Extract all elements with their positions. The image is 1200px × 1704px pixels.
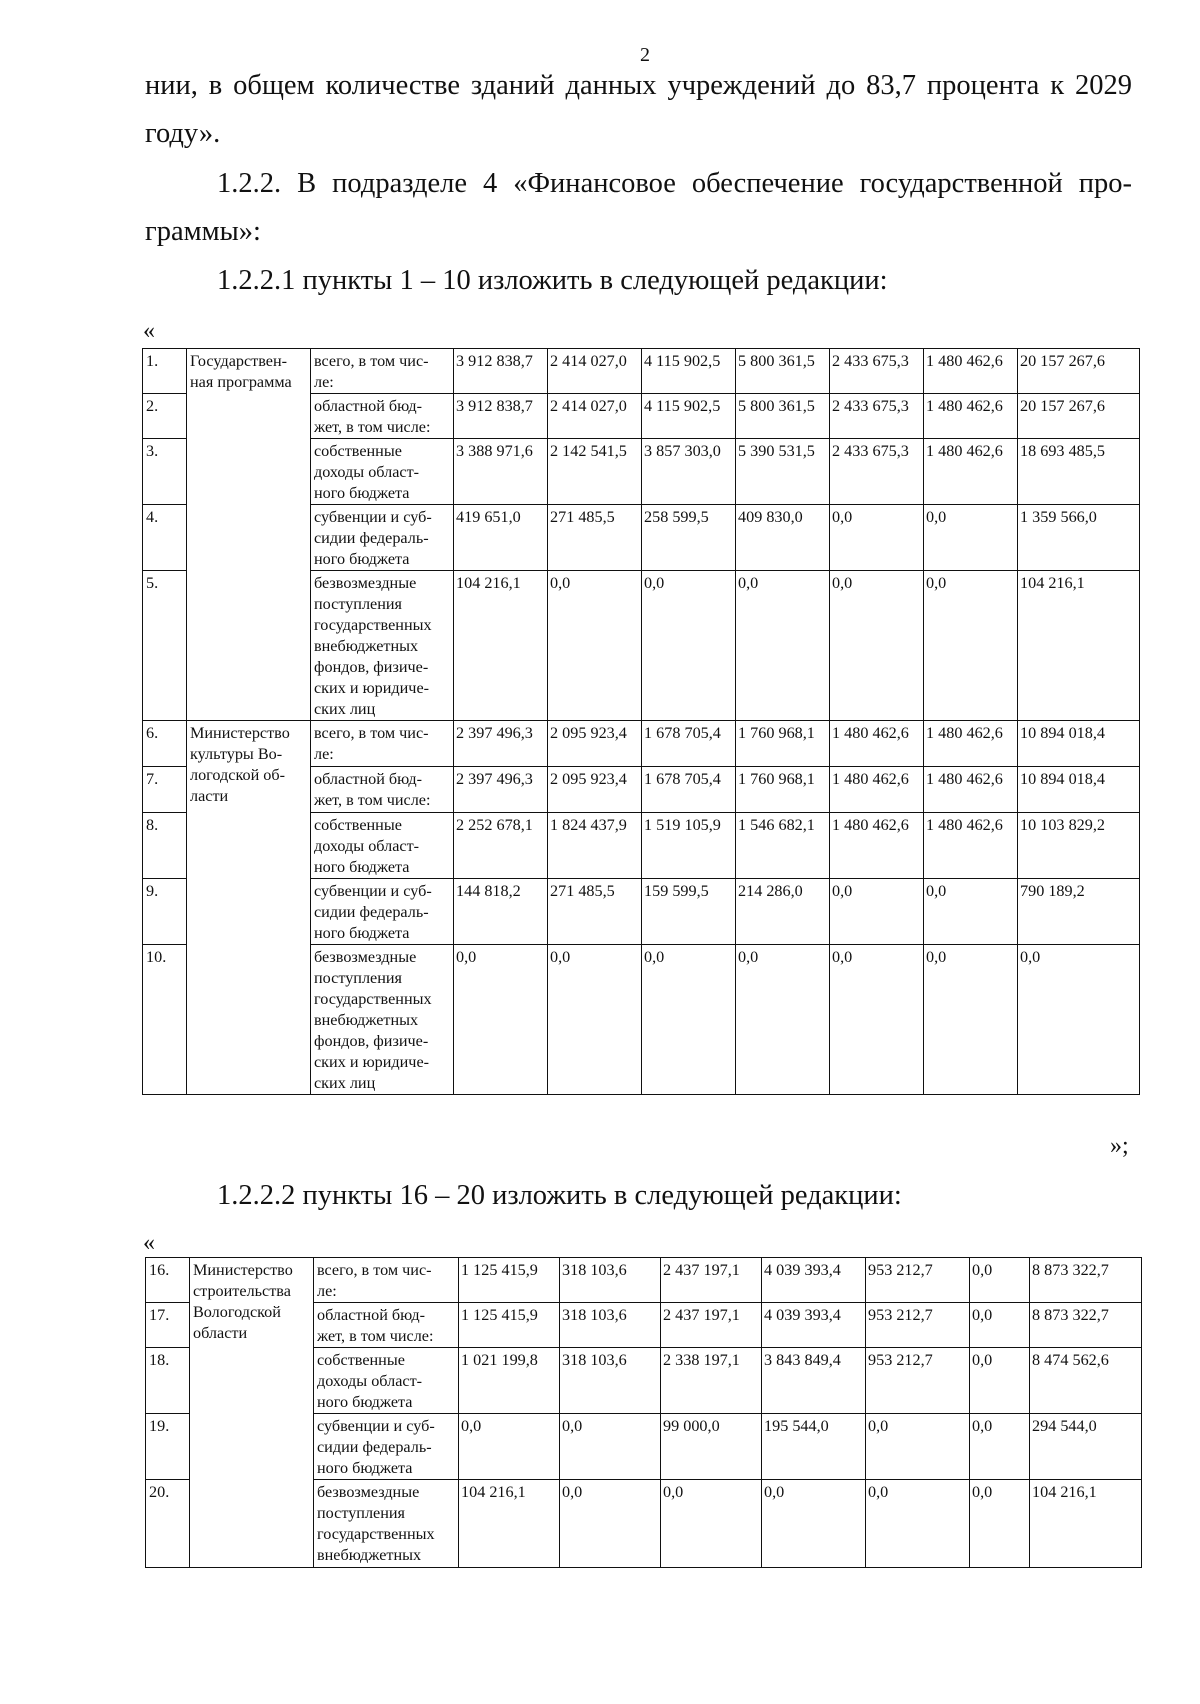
year-value: 2 252 678,1 bbox=[454, 813, 548, 879]
funding-category: субвенции и суб- сидии федераль- ного бюджета bbox=[311, 505, 454, 571]
year-value: 5 390 531,5 bbox=[736, 439, 830, 505]
year-value: 2 433 675,3 bbox=[830, 349, 924, 394]
year-value: 1 125 415,9 bbox=[459, 1258, 560, 1303]
total-value: 10 894 018,4 bbox=[1018, 767, 1140, 813]
year-value: 2 437 197,1 bbox=[661, 1303, 762, 1348]
year-value: 0,0 bbox=[762, 1480, 866, 1568]
total-value: 0,0 bbox=[1018, 945, 1140, 1095]
year-value: 1 125 415,9 bbox=[459, 1303, 560, 1348]
year-value: 1 480 462,6 bbox=[830, 767, 924, 813]
year-value: 0,0 bbox=[924, 945, 1018, 1095]
year-value: 4 115 902,5 bbox=[642, 394, 736, 439]
year-value: 1 546 682,1 bbox=[736, 813, 830, 879]
year-value: 1 480 462,6 bbox=[924, 349, 1018, 394]
year-value: 2 142 541,5 bbox=[548, 439, 642, 505]
program-name: Государствен- ная программа bbox=[187, 349, 311, 721]
year-value: 159 599,5 bbox=[642, 879, 736, 945]
row-number: 8. bbox=[143, 813, 187, 879]
funding-category: безвозмездные поступления государственных внебюджетных bbox=[314, 1480, 459, 1568]
funding-category: безвозмездные поступления государственных внебюджетных фондов, физиче- ских и юридиче- ских лиц bbox=[311, 945, 454, 1095]
year-value: 99 000,0 bbox=[661, 1414, 762, 1480]
paragraph-line: 1.2.2. В подразделе 4 «Финансовое обеспечение государственной про- bbox=[217, 168, 1132, 199]
year-value: 0,0 bbox=[454, 945, 548, 1095]
year-value: 2 433 675,3 bbox=[830, 439, 924, 505]
total-value: 18 693 485,5 bbox=[1018, 439, 1140, 505]
year-value: 0,0 bbox=[560, 1480, 661, 1568]
total-value: 10 103 829,2 bbox=[1018, 813, 1140, 879]
row-number: 7. bbox=[143, 767, 187, 813]
year-value: 0,0 bbox=[736, 571, 830, 721]
year-value: 258 599,5 bbox=[642, 505, 736, 571]
year-value: 4 115 902,5 bbox=[642, 349, 736, 394]
year-value: 0,0 bbox=[830, 945, 924, 1095]
year-value: 1 824 437,9 bbox=[548, 813, 642, 879]
year-value: 1 480 462,6 bbox=[830, 721, 924, 767]
row-number: 10. bbox=[143, 945, 187, 1095]
year-value: 0,0 bbox=[924, 571, 1018, 721]
year-value: 409 830,0 bbox=[736, 505, 830, 571]
closing-quote: »; bbox=[1110, 1133, 1129, 1159]
year-value: 0,0 bbox=[548, 571, 642, 721]
total-value: 20 157 267,6 bbox=[1018, 394, 1140, 439]
year-value: 1 480 462,6 bbox=[830, 813, 924, 879]
year-value: 0,0 bbox=[548, 945, 642, 1095]
year-value: 3 843 849,4 bbox=[762, 1348, 866, 1414]
finance-table-1 bbox=[142, 348, 1140, 1095]
year-value: 0,0 bbox=[970, 1258, 1030, 1303]
year-value: 0,0 bbox=[866, 1480, 970, 1568]
program-name: Министерство культуры Во- логодской об- ласти bbox=[187, 721, 311, 1095]
year-value: 5 800 361,5 bbox=[736, 349, 830, 394]
year-value: 0,0 bbox=[560, 1414, 661, 1480]
year-value: 2 095 923,4 bbox=[548, 721, 642, 767]
year-value: 2 397 496,3 bbox=[454, 767, 548, 813]
total-value: 294 544,0 bbox=[1030, 1414, 1142, 1480]
year-value: 2 414 027,0 bbox=[548, 349, 642, 394]
year-value: 0,0 bbox=[830, 879, 924, 945]
year-value: 953 212,7 bbox=[866, 1348, 970, 1414]
page-number: 2 bbox=[640, 44, 650, 66]
year-value: 2 433 675,3 bbox=[830, 394, 924, 439]
year-value: 0,0 bbox=[970, 1348, 1030, 1414]
year-value: 3 388 971,6 bbox=[454, 439, 548, 505]
year-value: 1 519 105,9 bbox=[642, 813, 736, 879]
funding-category: всего, в том чис- ле: bbox=[311, 721, 454, 767]
year-value: 4 039 393,4 bbox=[762, 1303, 866, 1348]
year-value: 2 397 496,3 bbox=[454, 721, 548, 767]
table-row bbox=[143, 349, 1140, 394]
year-value: 953 212,7 bbox=[866, 1258, 970, 1303]
year-value: 318 103,6 bbox=[560, 1303, 661, 1348]
year-value: 271 485,5 bbox=[548, 505, 642, 571]
paragraph-line: граммы»: bbox=[145, 216, 261, 247]
row-number: 18. bbox=[146, 1348, 190, 1414]
row-number: 4. bbox=[143, 505, 187, 571]
opening-quote: « bbox=[143, 1230, 155, 1256]
row-number: 20. bbox=[146, 1480, 190, 1568]
year-value: 144 818,2 bbox=[454, 879, 548, 945]
year-value: 4 039 393,4 bbox=[762, 1258, 866, 1303]
row-number: 5. bbox=[143, 571, 187, 721]
total-value: 790 189,2 bbox=[1018, 879, 1140, 945]
year-value: 1 480 462,6 bbox=[924, 813, 1018, 879]
year-value: 2 095 923,4 bbox=[548, 767, 642, 813]
funding-category: областной бюд- жет, в том числе: bbox=[314, 1303, 459, 1348]
funding-category: собственные доходы област- ного бюджета bbox=[311, 439, 454, 505]
paragraph-line: году». bbox=[145, 118, 221, 149]
funding-category: областной бюд- жет, в том числе: bbox=[311, 394, 454, 439]
year-value: 271 485,5 bbox=[548, 879, 642, 945]
table-row bbox=[146, 1258, 1142, 1303]
year-value: 0,0 bbox=[642, 571, 736, 721]
section-heading: 1.2.2.1 пункты 1 – 10 изложить в следующей редакции: bbox=[217, 265, 888, 296]
year-value: 5 800 361,5 bbox=[736, 394, 830, 439]
row-number: 6. bbox=[143, 721, 187, 767]
year-value: 318 103,6 bbox=[560, 1348, 661, 1414]
row-number: 16. bbox=[146, 1258, 190, 1303]
finance-table-1-body bbox=[143, 349, 1140, 1095]
year-value: 0,0 bbox=[866, 1414, 970, 1480]
funding-category: всего, в том чис- ле: bbox=[311, 349, 454, 394]
year-value: 1 480 462,6 bbox=[924, 439, 1018, 505]
year-value: 0,0 bbox=[970, 1303, 1030, 1348]
year-value: 0,0 bbox=[970, 1414, 1030, 1480]
total-value: 8 474 562,6 bbox=[1030, 1348, 1142, 1414]
total-value: 10 894 018,4 bbox=[1018, 721, 1140, 767]
row-number: 17. bbox=[146, 1303, 190, 1348]
total-value: 20 157 267,6 bbox=[1018, 349, 1140, 394]
year-value: 0,0 bbox=[924, 879, 1018, 945]
row-number: 19. bbox=[146, 1414, 190, 1480]
funding-category: безвозмездные поступления государственных внебюджетных фондов, физиче- ских и юридиче- ских лиц bbox=[311, 571, 454, 721]
year-value: 0,0 bbox=[459, 1414, 560, 1480]
year-value: 3 857 303,0 bbox=[642, 439, 736, 505]
year-value: 1 021 199,8 bbox=[459, 1348, 560, 1414]
year-value: 3 912 838,7 bbox=[454, 349, 548, 394]
funding-category: областной бюд- жет, в том числе: bbox=[311, 767, 454, 813]
total-value: 104 216,1 bbox=[1018, 571, 1140, 721]
row-number: 2. bbox=[143, 394, 187, 439]
row-number: 1. bbox=[143, 349, 187, 394]
year-value: 2 338 197,1 bbox=[661, 1348, 762, 1414]
section-heading: 1.2.2.2 пункты 16 – 20 изложить в следующей редакции: bbox=[217, 1180, 902, 1211]
year-value: 0,0 bbox=[970, 1480, 1030, 1568]
opening-quote: « bbox=[143, 318, 155, 344]
year-value: 2 414 027,0 bbox=[548, 394, 642, 439]
finance-table-2-body bbox=[146, 1258, 1142, 1568]
year-value: 1 480 462,6 bbox=[924, 721, 1018, 767]
year-value: 953 212,7 bbox=[866, 1303, 970, 1348]
funding-category: всего, в том чис- ле: bbox=[314, 1258, 459, 1303]
funding-category: собственные доходы област- ного бюджета bbox=[311, 813, 454, 879]
program-name: Министерство строительства Вологодской области bbox=[190, 1258, 314, 1568]
year-value: 0,0 bbox=[924, 505, 1018, 571]
total-value: 104 216,1 bbox=[1030, 1480, 1142, 1568]
funding-category: субвенции и суб- сидии федераль- ного бюджета bbox=[314, 1414, 459, 1480]
year-value: 318 103,6 bbox=[560, 1258, 661, 1303]
paragraph-line: нии, в общем количестве зданий данных учреждений до 83,7 процента к 2029 bbox=[145, 70, 1132, 101]
year-value: 0,0 bbox=[736, 945, 830, 1095]
year-value: 0,0 bbox=[642, 945, 736, 1095]
year-value: 0,0 bbox=[830, 505, 924, 571]
year-value: 419 651,0 bbox=[454, 505, 548, 571]
year-value: 1 480 462,6 bbox=[924, 767, 1018, 813]
finance-table-2 bbox=[145, 1257, 1142, 1568]
year-value: 0,0 bbox=[830, 571, 924, 721]
year-value: 104 216,1 bbox=[454, 571, 548, 721]
year-value: 0,0 bbox=[661, 1480, 762, 1568]
table-row bbox=[143, 721, 1140, 767]
total-value: 8 873 322,7 bbox=[1030, 1258, 1142, 1303]
row-number: 9. bbox=[143, 879, 187, 945]
year-value: 1 480 462,6 bbox=[924, 394, 1018, 439]
year-value: 195 544,0 bbox=[762, 1414, 866, 1480]
funding-category: собственные доходы област- ного бюджета bbox=[314, 1348, 459, 1414]
total-value: 1 359 566,0 bbox=[1018, 505, 1140, 571]
year-value: 214 286,0 bbox=[736, 879, 830, 945]
year-value: 3 912 838,7 bbox=[454, 394, 548, 439]
row-number: 3. bbox=[143, 439, 187, 505]
year-value: 1 678 705,4 bbox=[642, 767, 736, 813]
year-value: 1 678 705,4 bbox=[642, 721, 736, 767]
funding-category: субвенции и суб- сидии федераль- ного бюджета bbox=[311, 879, 454, 945]
year-value: 1 760 968,1 bbox=[736, 767, 830, 813]
total-value: 8 873 322,7 bbox=[1030, 1303, 1142, 1348]
year-value: 2 437 197,1 bbox=[661, 1258, 762, 1303]
year-value: 1 760 968,1 bbox=[736, 721, 830, 767]
year-value: 104 216,1 bbox=[459, 1480, 560, 1568]
